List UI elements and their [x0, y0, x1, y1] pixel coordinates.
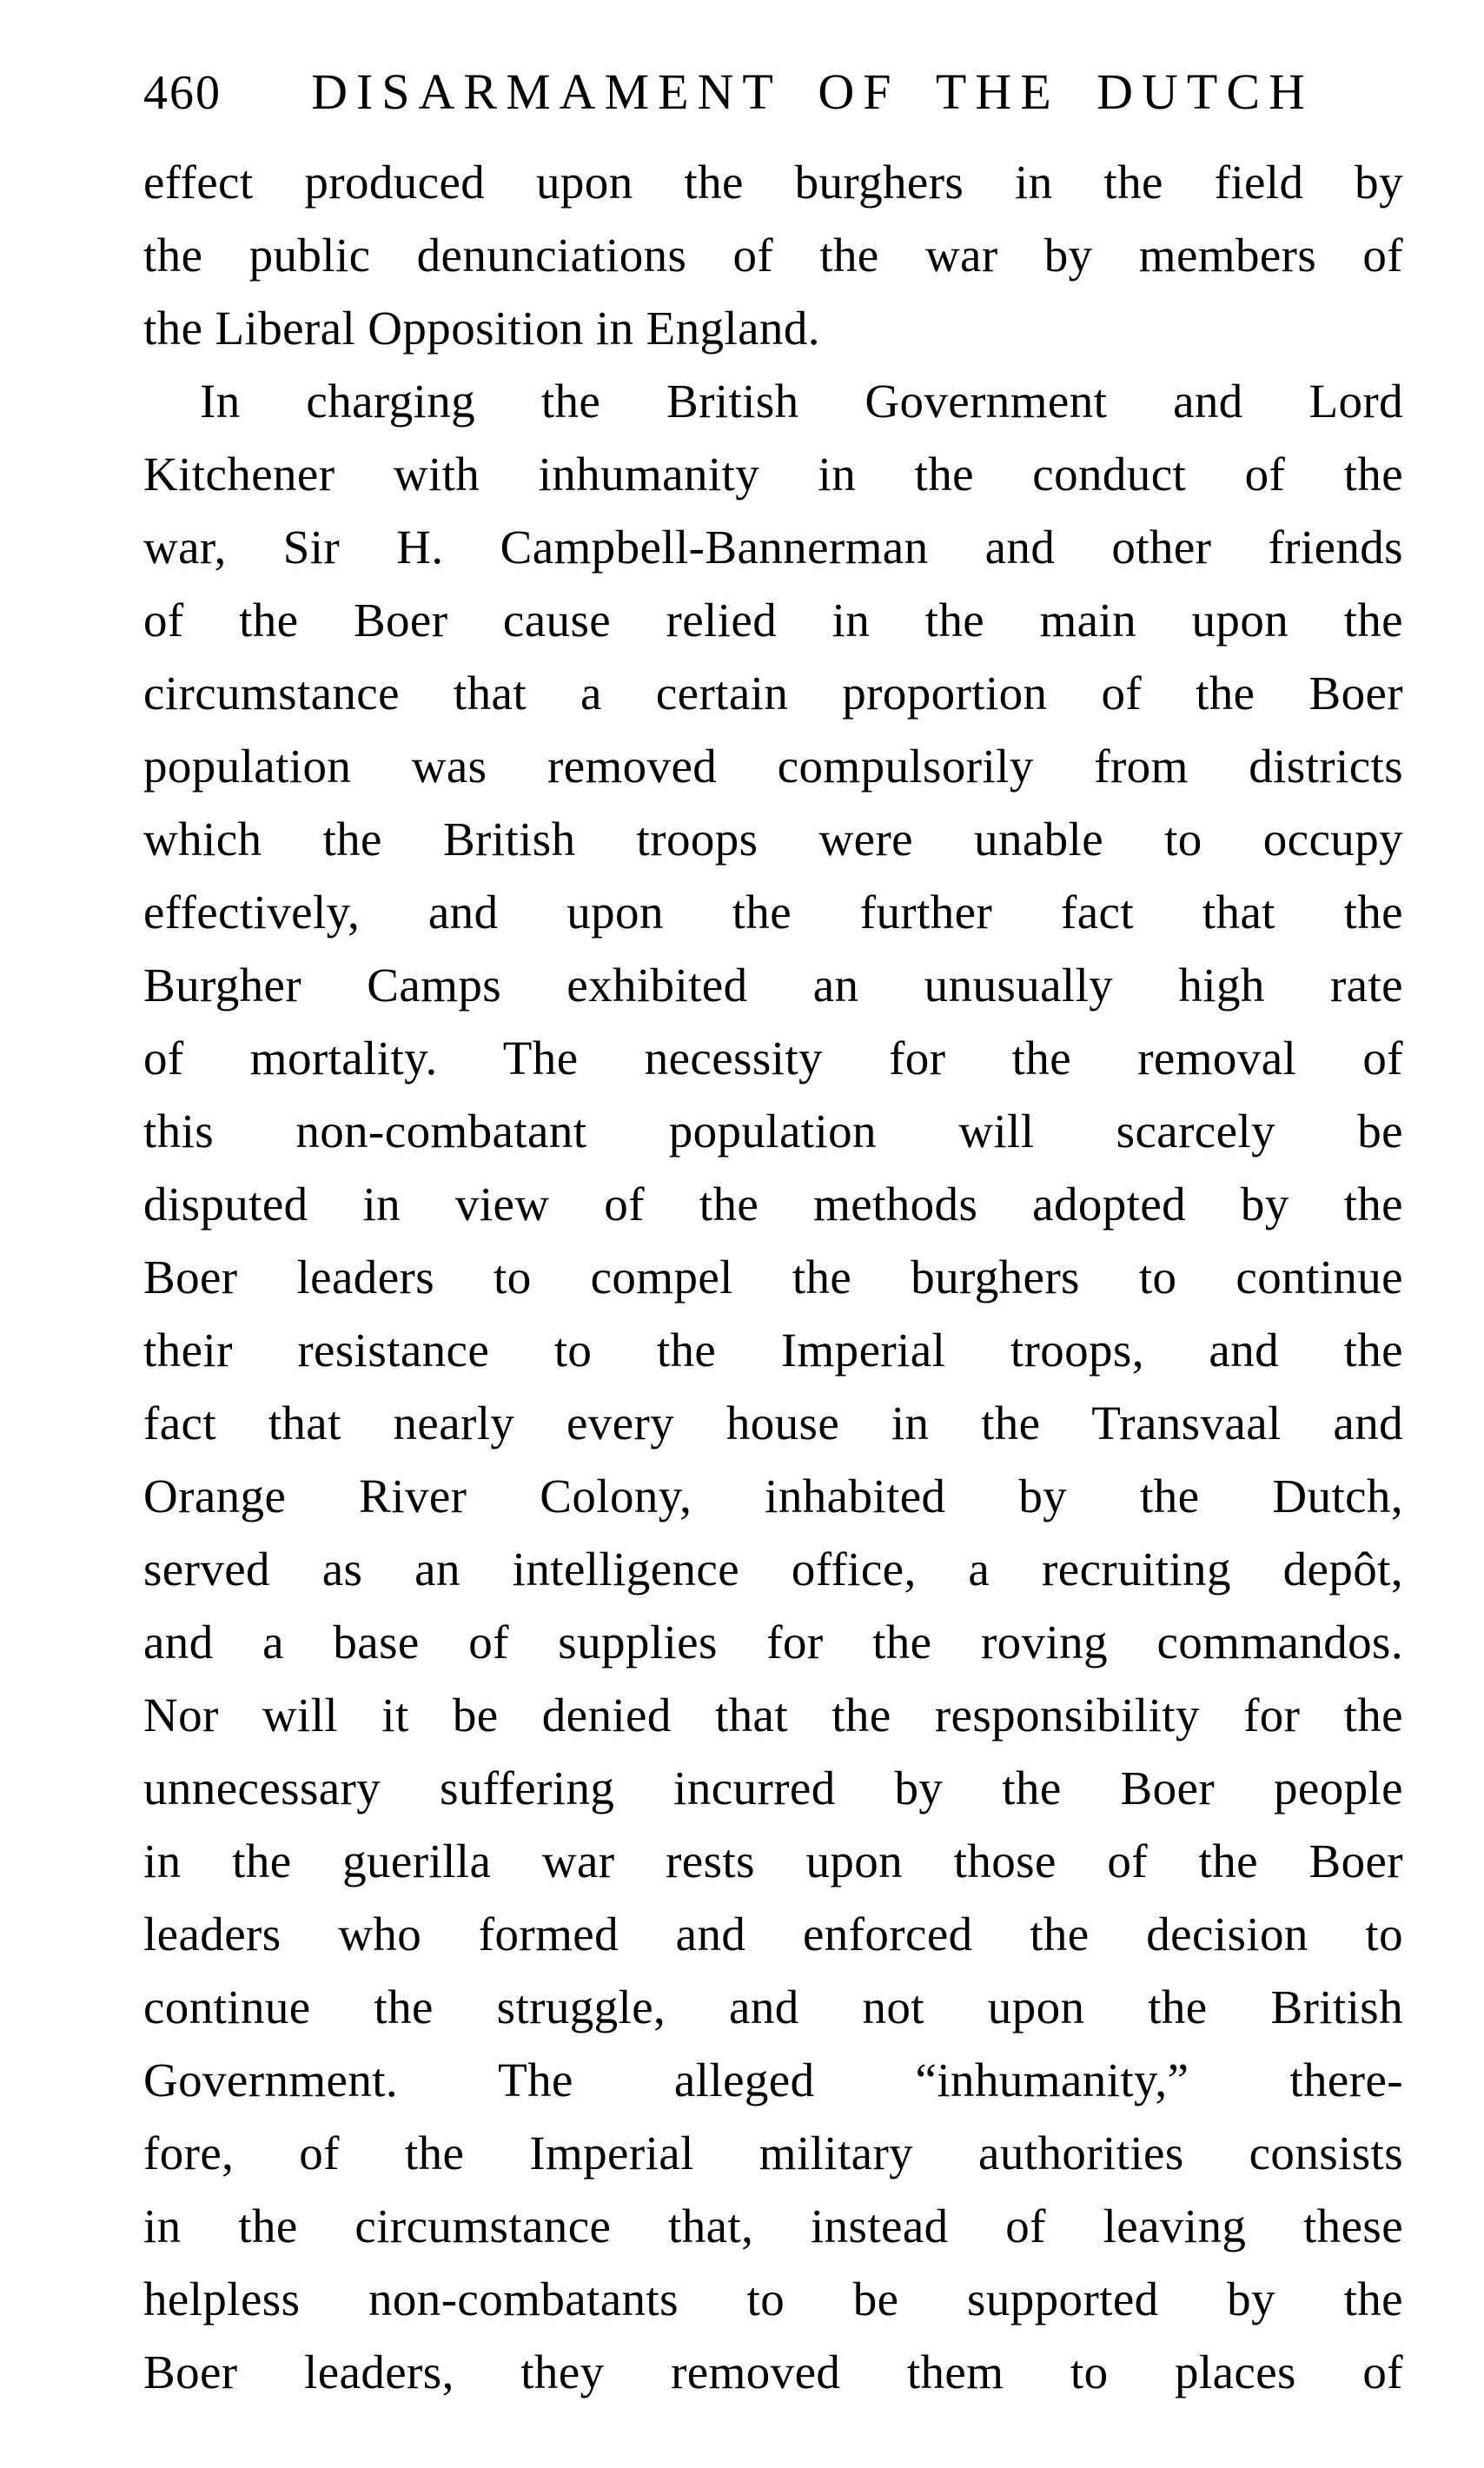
text-line: of the Boer cause relied in the main upon the: [143, 594, 1403, 647]
text-line: and a base of supplies for the roving commandos.: [143, 1615, 1403, 1669]
text-line: unnecessary suffering incurred by the Boer people: [143, 1761, 1403, 1815]
text-line: circumstance that a certain proportion of the Boer: [143, 667, 1403, 720]
page-body: [143, 146, 1403, 2409]
text-line: continue the struggle, and not upon the British: [143, 1980, 1403, 2033]
text-line: this non-combatant population will scarcely be: [143, 1105, 1403, 1158]
text-line: fact that nearly every house in the Transvaal and: [143, 1397, 1403, 1450]
text-line: effectively, and upon the further fact that the: [143, 886, 1403, 939]
text-line-paragraph-start: In charging the British Government and Lord: [200, 375, 1403, 428]
text-line: the public denunciations of the war by members of: [143, 229, 1403, 282]
text-line: Government. The alleged “inhumanity,” there-: [143, 2053, 1403, 2106]
text-line: leaders who formed and enforced the decision to: [143, 1907, 1403, 1960]
running-title: DISARMAMENT OF THE DUTCH: [311, 63, 1314, 120]
text-line: in the circumstance that, instead of leaving these: [143, 2199, 1403, 2252]
text-line: Kitchener with inhumanity in the conduct of the: [143, 448, 1403, 501]
text-line: served as an intelligence office, a recruiting depôt,: [143, 1542, 1403, 1596]
text-line: which the British troops were unable to occupy: [143, 813, 1403, 866]
text-line: Nor will it be denied that the responsibility for the: [143, 1688, 1403, 1742]
text-line: effect produced upon the burghers in the field by: [143, 156, 1403, 209]
text-line: population was removed compulsorily from districts: [143, 740, 1403, 793]
text-line: fore, of the Imperial military authorities consists: [143, 2126, 1403, 2179]
text-line: Orange River Colony, inhabited by the Dutch,: [143, 1470, 1403, 1523]
text-line: their resistance to the Imperial troops, and the: [143, 1324, 1403, 1377]
text-line: Burgher Camps exhibited an unusually high rate: [143, 959, 1403, 1012]
text-line: helpless non-combatants to be supported by the: [143, 2272, 1403, 2325]
text-line: disputed in view of the methods adopted by the: [143, 1178, 1403, 1231]
text-line: Boer leaders to compel the burghers to continue: [143, 1251, 1403, 1304]
text-line: in the guerilla war rests upon those of the Boer: [143, 1834, 1403, 1887]
page-header: [143, 63, 1403, 121]
text-line: of mortality. The necessity for the removal of: [143, 1032, 1403, 1085]
text-line: war, Sir H. Campbell-Bannerman and other friends: [143, 521, 1403, 574]
text-line: Boer leaders, they removed them to places of: [143, 2345, 1403, 2398]
text-line-paragraph-end: the Liberal Opposition in England.: [143, 302, 820, 355]
page-number: 460: [143, 66, 222, 120]
